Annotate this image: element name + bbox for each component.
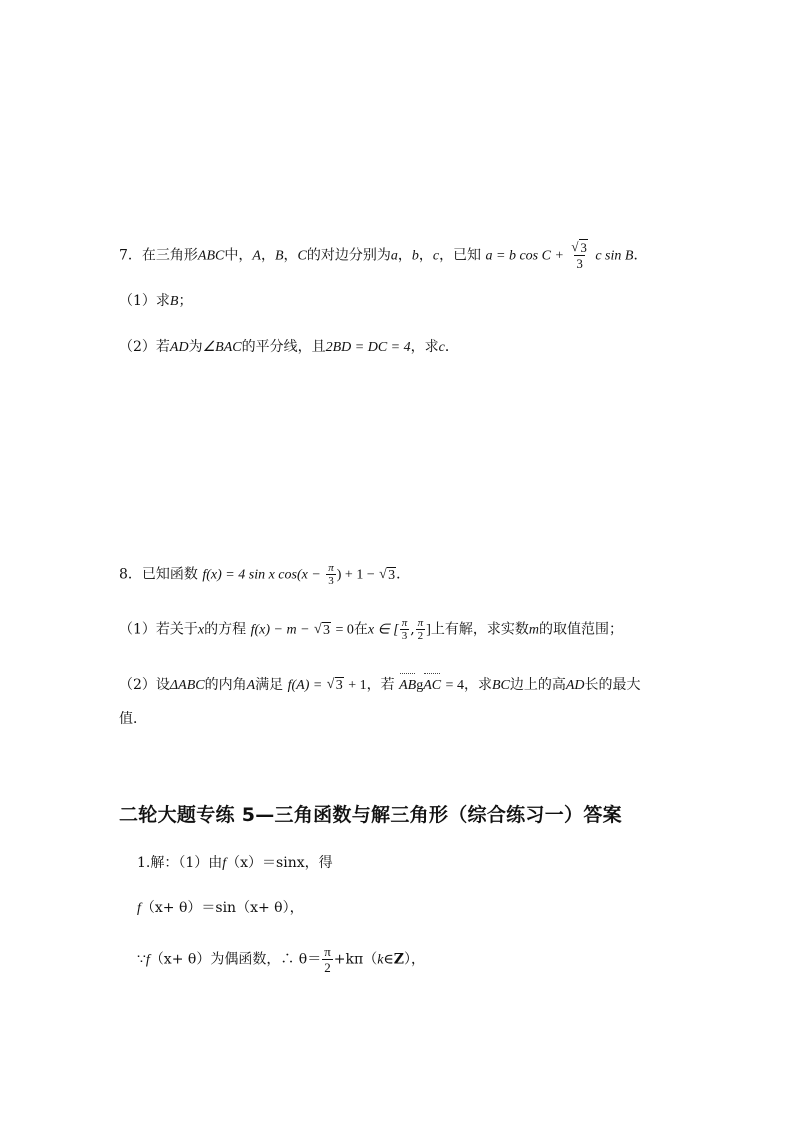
q7-end: ． [633,247,648,264]
q7-sep-1: ， [260,247,275,264]
q7-part2-end: ． [444,339,459,355]
answer-l3-c: +kπ（ [333,951,378,968]
q7-side-b: b [411,248,419,264]
q8-part1-tail2: 的取值范围； [538,621,623,638]
q8-function-lhs: f(x) = 4 sin x cos(x − [202,567,321,583]
q8-part1-tail: 上有解，求实数 [430,621,529,638]
q8-sqrt3 [379,566,396,586]
q8-part1-frac-b [416,617,426,642]
q7-known: ，已知 [439,247,482,264]
q7-sep-2: ， [283,247,298,264]
q8-part2-sqrt3 [327,676,344,696]
q7-part2-c: c [438,340,445,355]
q8-part2-label: （2）设 [119,677,170,693]
q8-part1-pi-a: π [401,617,408,629]
answer-l3-den: 2 [324,960,331,975]
q7-side-c: c [432,248,440,264]
q8-part1-mid: 的方程 [204,621,247,638]
answer-l3-num: π [324,944,331,959]
q8-part2-triangle: ΔABC [169,678,205,693]
q7-sides-text: 的对边分别为 [306,247,391,264]
q8-part1-eq: f(x) − m − [250,622,310,638]
answer-heading: 二轮大题专练 5—三角函数与解三角形（综合练习一）答案 [119,804,622,826]
q7-part2-angle: ∠BAC [202,340,242,355]
q8-part2-dot: g [416,678,424,693]
q8-part1-label: （1）若关于 [119,621,198,638]
q8-part1-three: 3 [401,630,408,642]
answer-line-1 [137,853,333,874]
q8-part2-vector-ac: AC [423,676,441,696]
answer-l3-k: k [377,952,384,968]
q8-part1-pi-b: π [417,617,424,629]
q8-function-rhs: ) + 1 − [336,567,375,583]
q7-part2-ask: ，求 [410,339,439,355]
q8-part1-eq2: = 0 [335,622,354,638]
answer-l3-b: （x+ θ）为偶函数，∴ θ＝ [149,951,322,968]
q7-vertex-c: C [297,248,307,264]
q8-part1-in: 在 [353,621,368,638]
q7-part2-label: （2）若 [119,339,170,355]
q8-pi-over-3 [326,562,336,587]
q8-part2-bc: BC [491,678,510,693]
q7-intro-b: 中， [224,247,253,264]
answer-l1-b: （x）＝sinx，得 [226,855,333,871]
answer-l1-f: f [222,856,227,871]
answer-line-2 [137,898,304,919]
q8-part1-two: 2 [417,630,424,642]
q8-part2-mid2: 满足 [255,677,284,693]
q7-vertex-b: B [274,248,284,264]
q8-pi: π [328,562,334,574]
q8-part2-line2: 值． [119,711,147,727]
q8-statement [119,562,410,587]
q7-part2-eq: 2BD = DC = 4 [325,340,411,355]
q7-frac-den: 3 [576,256,583,271]
q8-part1-sqrt3-val: 3 [322,622,330,638]
q8-end: ． [396,566,411,583]
q8-part1-close: ] [426,622,431,638]
q8-part1: （1）若关于x的方程 f(x) − m − √ 3 = 0在x ∈ [ $\frac{\pi}{3}$ , $\frac{\pi}{2}$ ]上有解，求实数m的取值范围； [119,617,623,642]
q8-part2-eq4: = 4 [445,678,464,693]
q7-part2-ad: AD [169,340,189,355]
q8-part2-tail2: 长的最大 [584,677,641,693]
q7-fraction [569,240,590,271]
q8-part1-x: x [197,622,205,638]
q8-part1-frac-a [400,617,410,642]
answer-l3-d: ∈ [383,951,394,968]
q7-vertex-a: A [252,248,261,264]
q7-part1-label: （1）求 [119,293,170,309]
answer-l3-e: ）， [404,951,426,968]
q7-intro: 7．在三角形 [119,247,198,264]
answer-l2-a: （x+ θ）＝sin（x+ θ）， [140,900,304,916]
q7-part1-end: ； [178,293,193,309]
q8-part2-cont [119,709,147,729]
q7-part2 [119,337,459,358]
q7-sep-3: ， [397,247,412,264]
q8-sqrt3-val: 3 [388,567,396,583]
q8-part1-m: m [528,622,539,638]
answer-l3-z: Z [393,951,405,968]
q7-part2-mid: 为 [188,339,203,355]
q8-part1-sqrt3 [314,621,331,641]
q7-part2-mid2: 的平分线，且 [241,339,326,355]
q8-intro: 8．已知函数 [119,566,198,583]
answer-line-3 [137,944,425,975]
q7-statement [119,240,647,271]
q7-part1 [119,291,192,312]
q8-part2-sqrt3-val: 3 [335,678,343,693]
q8-part2-fa: f(A) = [287,678,323,693]
q8-part2-ask: ，求 [463,677,492,693]
q8-part2-tail: 边上的高 [509,677,566,693]
q7-sep-4: ， [418,247,433,264]
q8-part2-plus1: + 1 [348,678,367,693]
q8-three: 3 [328,575,334,587]
answer-l1-a: 1.解：（1）由 [137,855,223,871]
q7-part1-var: B [169,294,179,309]
q7-frac-num: 3 [580,240,587,255]
q8-part2-mid: 的内角 [204,677,247,693]
q8-part2-ad: AD [565,678,585,693]
q8-part1-xin: x ∈ [ [367,622,399,638]
answer-l3-a: ∵ [137,951,146,968]
q8-part2-a: A [246,678,256,693]
answer-l3-f: f [145,952,150,968]
q7-triangle-name: ABC [197,248,225,264]
q8-part2 [119,675,641,696]
q7-equation-lhs: a = b cos C + [485,248,564,264]
q7-side-a: a [390,248,398,264]
answer-l2-f: f [137,901,141,916]
q8-part2-if: ，若 [366,677,395,693]
q8-part2-vector-ab: AB [399,676,416,696]
answer-l3-frac [322,944,333,975]
q7-equation-tail: c sin B [595,248,634,264]
